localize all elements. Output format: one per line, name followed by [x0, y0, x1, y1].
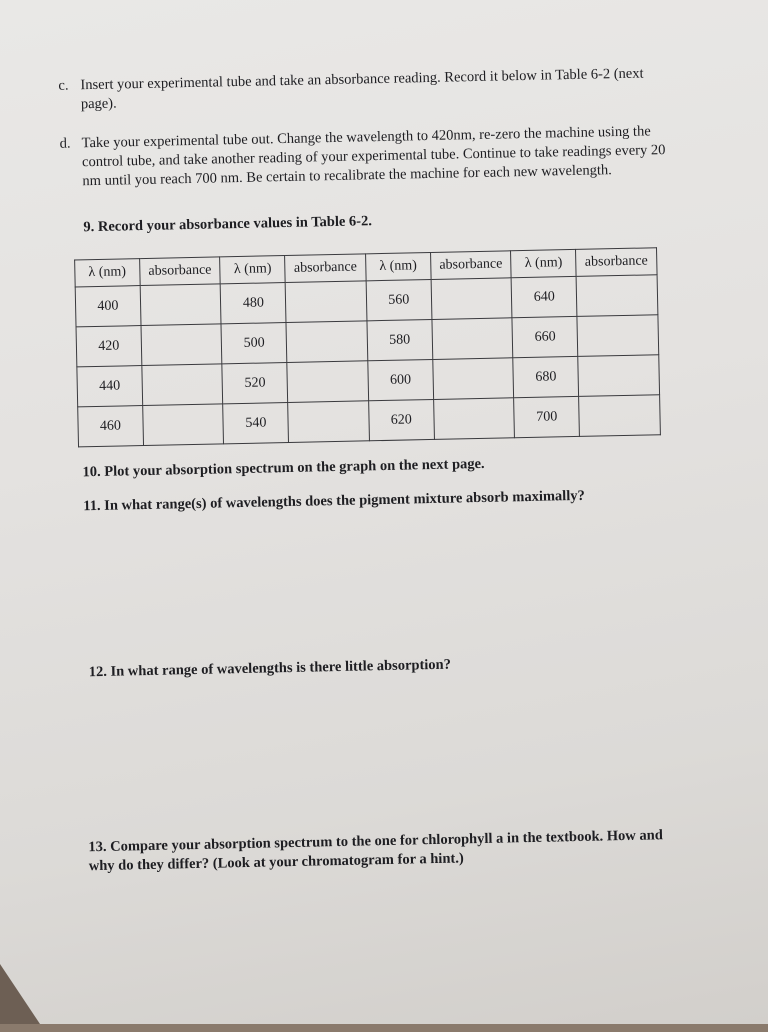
- wavelength-cell: 440: [77, 366, 143, 407]
- question-13: 13. Compare your absorption spectrum to the one for chlorophyll a in the textbook. How and why do they differ? (Look at your chromatogram for a hint.): [88, 827, 663, 875]
- question-11: 11. In what range(s) of wavelengths does the pigment mixture absorb maximally?: [83, 487, 585, 515]
- absorbance-cell[interactable]: [285, 281, 367, 323]
- table-header-cell: absorbance: [285, 254, 366, 283]
- absorbance-cell[interactable]: [576, 275, 658, 317]
- absorbance-cell[interactable]: [579, 395, 661, 437]
- instruction-c: [58, 64, 676, 114]
- absorbance-cell[interactable]: [433, 398, 515, 440]
- absorbance-cell[interactable]: [286, 321, 368, 363]
- question-9: 9. Record your absorbance values in Table 6-2.: [83, 213, 373, 236]
- absorbance-cell[interactable]: [432, 318, 514, 360]
- table-header-cell: absorbance: [430, 251, 511, 280]
- absorbance-cell[interactable]: [142, 364, 224, 406]
- instruction-d-marker: d.: [59, 135, 71, 152]
- wavelength-cell: 700: [514, 396, 580, 437]
- absorbance-table: [74, 247, 661, 447]
- table-header-cell: absorbance: [139, 257, 220, 286]
- absorbance-cell[interactable]: [140, 284, 222, 326]
- wavelength-cell: 580: [367, 319, 433, 360]
- absorbance-cell[interactable]: [432, 358, 514, 400]
- absorbance-cell[interactable]: [142, 404, 224, 446]
- absorbance-cell[interactable]: [578, 355, 660, 397]
- wavelength-cell: 620: [369, 399, 435, 440]
- instruction-d: [59, 122, 677, 191]
- instruction-c-marker: c.: [58, 77, 69, 94]
- table-header-cell: λ (nm): [220, 256, 285, 284]
- wavelength-cell: 680: [513, 356, 579, 397]
- wavelength-cell: 600: [368, 359, 434, 400]
- table-header-cell: λ (nm): [511, 249, 576, 277]
- wavelength-cell: 500: [221, 323, 287, 364]
- wavelength-cell: 660: [512, 316, 578, 357]
- absorbance-cell[interactable]: [287, 361, 369, 403]
- wavelength-cell: 460: [78, 406, 144, 447]
- question-12: 12. In what range of wavelengths is there little absorption?: [88, 656, 452, 681]
- absorbance-cell[interactable]: [141, 324, 223, 366]
- instruction-c-text: Insert your experimental tube and take an absorbance reading. Record it below in Table 6-2 (next page).: [80, 65, 644, 113]
- wavelength-cell: 520: [222, 363, 288, 404]
- wavelength-cell: 400: [75, 286, 141, 327]
- absorbance-cell[interactable]: [577, 315, 659, 357]
- question-10: 10. Plot your absorption spectrum on the graph on the next page.: [82, 455, 485, 481]
- wavelength-cell: 420: [76, 326, 142, 367]
- table-header-cell: absorbance: [576, 248, 657, 277]
- absorbance-cell[interactable]: [288, 401, 370, 443]
- instruction-d-text: Take your experimental tube out. Change the wavelength to 420nm, re-zero the machine using the control tube, and take another reading of your experimental tube. Continue to take readings every 20 nm until you reach 700 nm. Be certain to recalibrate the machine for each new wavelength.: [81, 123, 666, 190]
- wavelength-cell: 560: [366, 279, 432, 320]
- wavelength-cell: 540: [223, 403, 289, 444]
- table-header-cell: λ (nm): [75, 259, 140, 287]
- table-header-cell: λ (nm): [366, 252, 431, 280]
- absorbance-cell[interactable]: [431, 278, 513, 320]
- wavelength-cell: 480: [221, 283, 287, 324]
- wavelength-cell: 640: [512, 276, 578, 317]
